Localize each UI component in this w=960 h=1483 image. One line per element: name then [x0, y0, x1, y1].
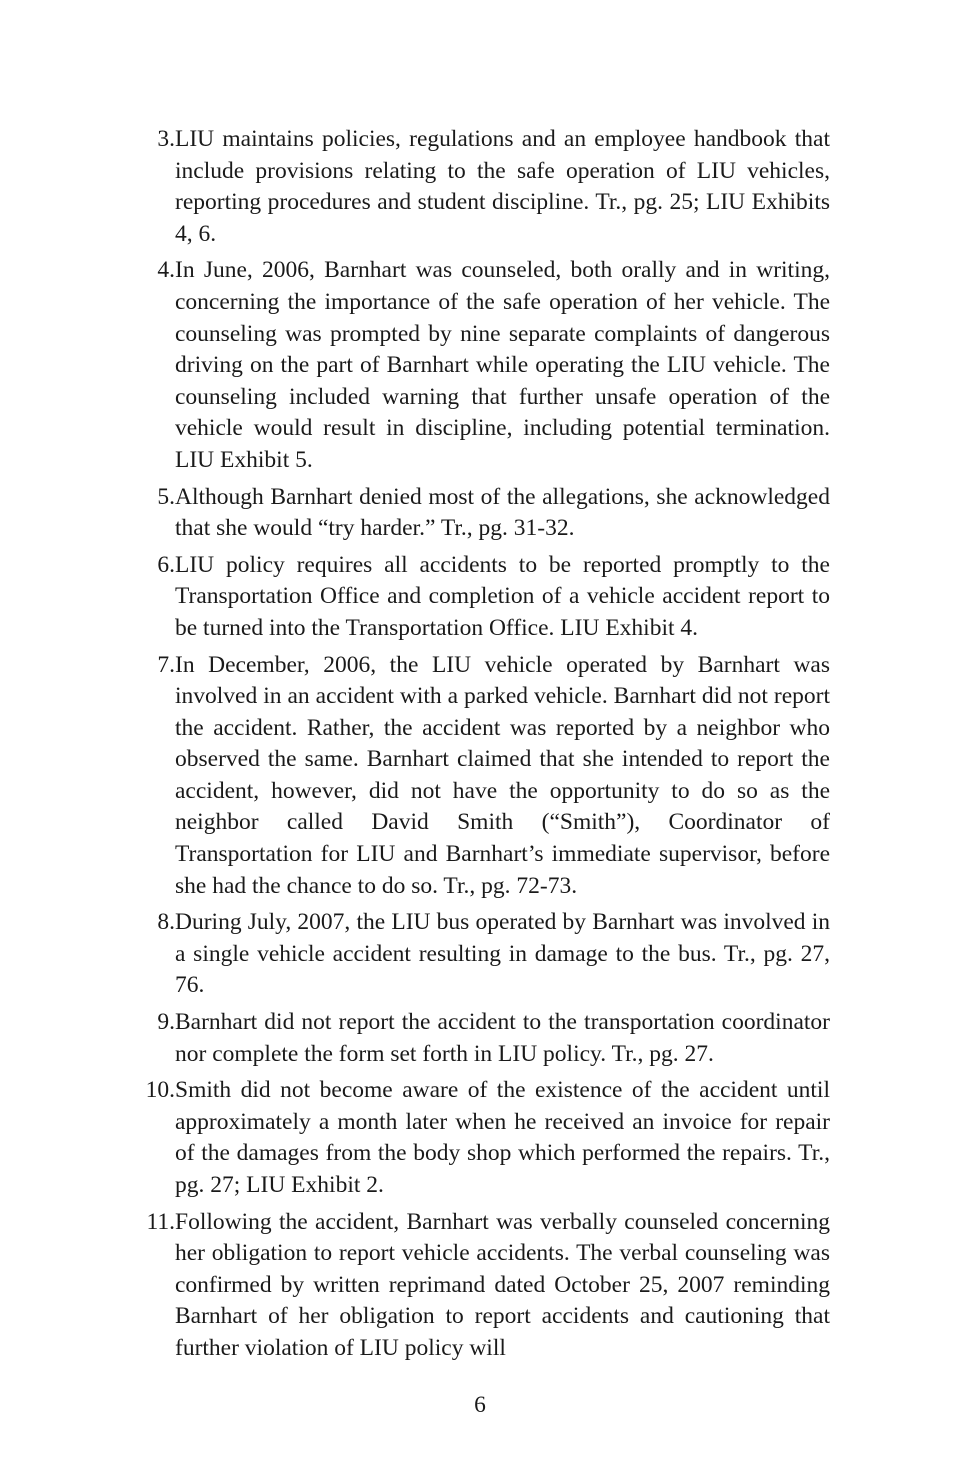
list-item: [120, 550, 830, 645]
page-number: 6: [474, 1392, 486, 1418]
item-number: 7.: [157, 651, 175, 678]
item-number: 4.: [157, 257, 175, 284]
item-text: Although Barnhart denied most of the allegations, she acknowledged that she would “try harder.” Tr., pg. 31-32.: [175, 483, 830, 542]
item-text: Barnhart did not report the accident to the transportation coordinator nor complete the form set forth in LIU policy. Tr., pg. 27.: [175, 1009, 830, 1067]
item-text: In December, 2006, the LIU vehicle operated by Barnhart was involved in an accident with a parked vehicle. Barnhart did not report the accident. Rather, the accident was reported by a neighbor who observed the same. Barnhart claimed that she intended to report the accident, however, did not have the opportunity to do so as the neighbor called David Smith (“Smith”), Coordinator of Transportation for LIU and Barnhart’s immediate supervisor, before she had the chance to do so. Tr., pg. 72-73.: [175, 651, 830, 899]
item-text: In June, 2006, Barnhart was counseled, both orally and in writing, concerning the importance of the safe operation of her vehicle. The counseling was prompted by nine separate complaints of dangerous driving on the part of Barnhart while operating the LIU vehicle. The counseling included warning that further unsafe operation of the vehicle would result in discipline, including potential termination. LIU Exhibit 5.: [175, 257, 830, 473]
item-number: 9.: [157, 1009, 175, 1036]
item-number: 11.: [146, 1208, 175, 1235]
item-number: 3.: [157, 126, 175, 152]
item-number: 5.: [157, 483, 175, 510]
item-text: Smith did not become aware of the existence of the accident until approximately a month later when he received an invoice for repair of the damages from the body shop which performed the repairs. Tr., pg. 27; LIU Exhibit 2.: [175, 1077, 830, 1198]
list-item: [120, 255, 830, 476]
item-text: During July, 2007, the LIU bus operated by Barnhart was involved in a single vehicle accident resulting in damage to the bus. Tr., pg. 27, 76.: [175, 909, 830, 999]
item-number: 6.: [157, 551, 175, 578]
list-item: [120, 482, 830, 545]
list-item: [120, 907, 830, 1002]
list-item: [120, 1075, 830, 1201]
findings-list: [120, 124, 830, 1370]
item-text: Following the accident, Barnhart was verbally counseled concerning her obligation to report vehicle accidents. The verbal counseling was confirmed by written reprimand dated October 25, 2007 reminding Barnhart of her obligation to report accidents and cautioning that further violation of LIU policy will: [175, 1208, 830, 1361]
item-number: 8.: [157, 909, 175, 936]
list-item: [120, 1207, 830, 1365]
list-item: [120, 124, 830, 250]
item-text: LIU policy requires all accidents to be reported promptly to the Transportation Office and completion of a vehicle accident report to be turned into the Transportation Office. LIU Exhibit 4.: [175, 551, 830, 641]
item-text: LIU maintains policies, regulations and an employee handbook that include provisions relating to the safe operation of LIU vehicles, reporting procedures and student discipline. Tr., pg. 25; LIU Exhibits 4, 6.: [175, 126, 830, 247]
item-number: 10.: [145, 1077, 175, 1104]
list-item: [120, 650, 830, 903]
list-item: [120, 1007, 830, 1070]
